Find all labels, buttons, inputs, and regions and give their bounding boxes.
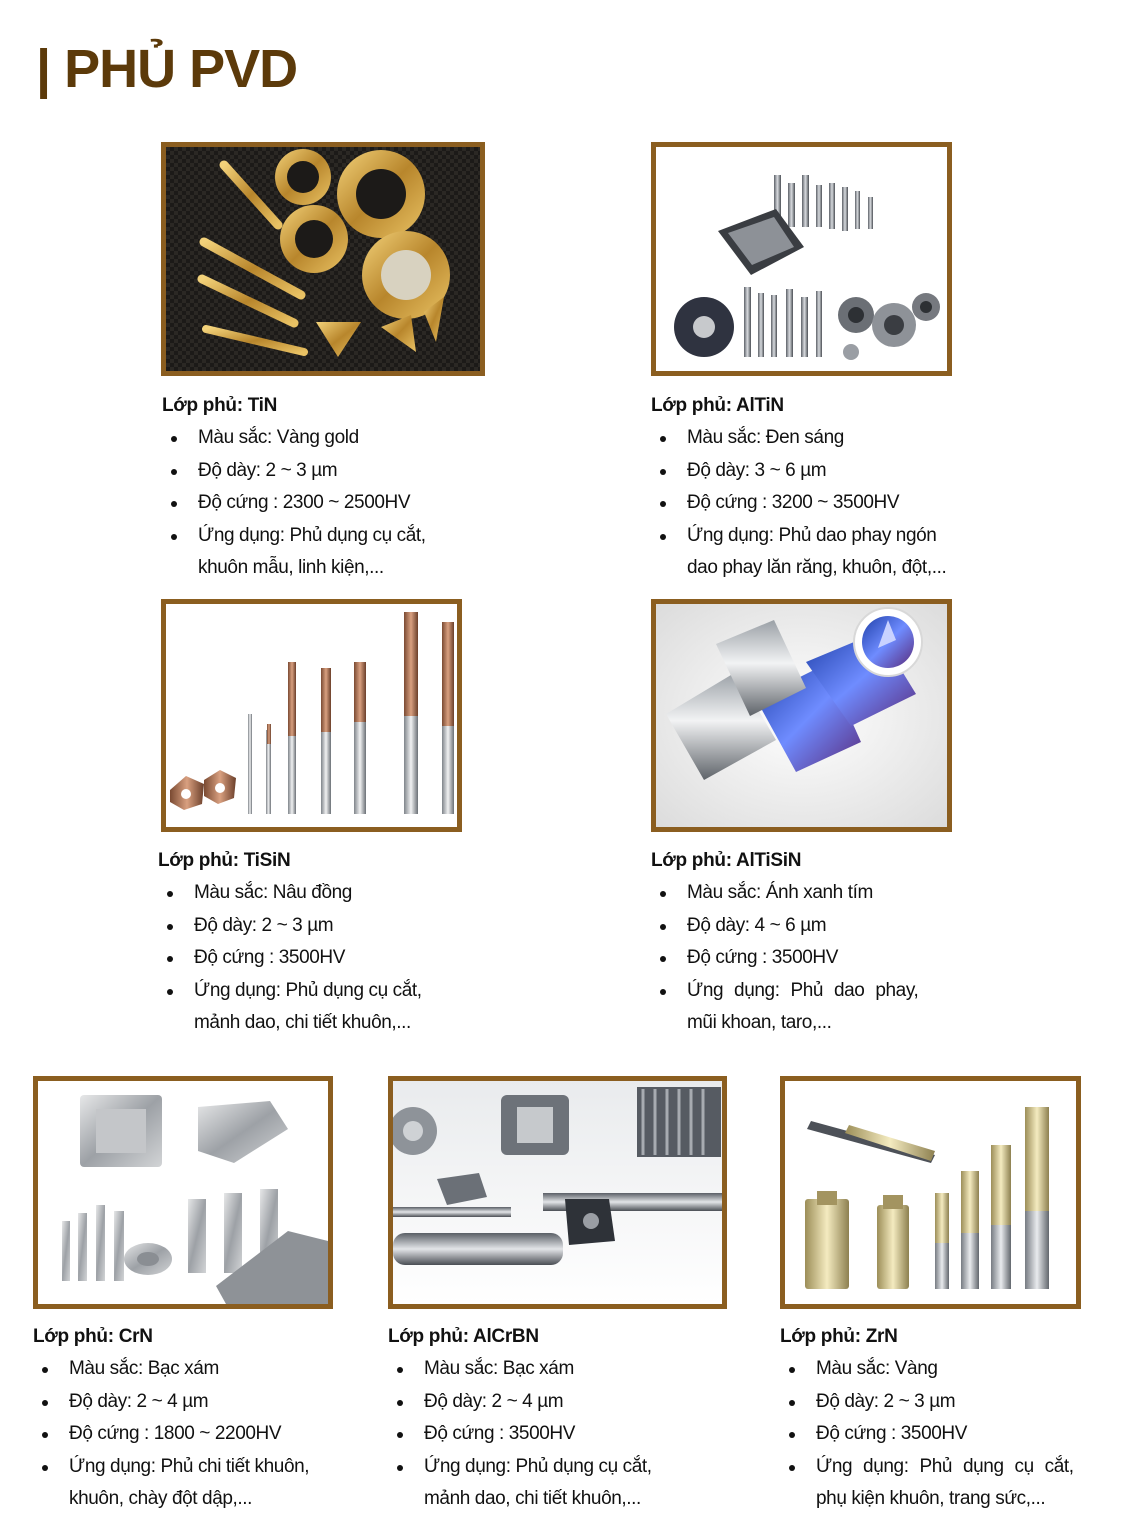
list-item: Độ dày: 2 ~ 3 µm: [158, 910, 422, 943]
zrn-title: Lớp phủ: ZrN: [780, 1326, 898, 1347]
alcrbn-title: Lớp phủ: AlCrBN: [388, 1326, 539, 1347]
zrn-image: [780, 1076, 1081, 1309]
tisin-specs: [158, 877, 422, 1040]
alcrbn-image: [388, 1076, 727, 1309]
list-item: Độ dày: 2 ~ 4 µm: [33, 1386, 309, 1419]
list-item: Độ cứng : 2300 ~ 2500HV: [162, 487, 426, 520]
list-item: Độ cứng : 3500HV: [158, 942, 422, 975]
altin-title: Lớp phủ: AlTiN: [651, 395, 784, 416]
list-item: Màu sắc: Đen sáng: [651, 422, 946, 455]
zrn-specs: [780, 1353, 1074, 1516]
list-item: Độ cứng : 3500HV: [651, 942, 918, 975]
altin-image: [651, 142, 952, 376]
crn-title: Lớp phủ: CrN: [33, 1326, 153, 1347]
list-item: Màu sắc: Bạc xám: [33, 1353, 309, 1386]
list-item: Màu sắc: Vàng: [780, 1353, 1074, 1386]
list-item: Độ dày: 2 ~ 3 µm: [162, 455, 426, 488]
list-item: Độ cứng : 3500HV: [780, 1418, 1074, 1451]
altin-specs: [651, 422, 946, 585]
list-item: Màu sắc: Ánh xanh tím: [651, 877, 918, 910]
tisin-image: [161, 599, 462, 832]
altisin-title: Lớp phủ: AlTiSiN: [651, 850, 802, 871]
list-item: Ứng dụng: Phủ dao phay ngón dao phay lăn răng, khuôn, đột,...: [651, 520, 946, 585]
list-item: Độ cứng : 3200 ~ 3500HV: [651, 487, 946, 520]
list-item: Độ dày: 2 ~ 4 µm: [388, 1386, 652, 1419]
crn-image: [33, 1076, 333, 1309]
list-item: Màu sắc: Nâu đồng: [158, 877, 422, 910]
list-item: Độ dày: 2 ~ 3 µm: [780, 1386, 1074, 1419]
alcrbn-specs: [388, 1353, 652, 1516]
page-title: | PHỦ PVD: [36, 39, 298, 99]
altisin-specs: [651, 877, 918, 1040]
list-item: Ứng dụng: Phủ dụng cụ cắt, mảnh dao, chi tiết khuôn,...: [158, 975, 422, 1040]
list-item: Ứng dụng: Phủ dụng cụ cắt, mảnh dao, chi tiết khuôn,...: [388, 1451, 652, 1516]
tin-specs: [162, 422, 426, 585]
list-item: Ứng dụng: Phủ chi tiết khuôn, khuôn, chày đột dập,...: [33, 1451, 309, 1516]
list-item: Ứng dụng: Phủ dụng cụ cắt, phụ kiện khuôn, trang sức,...: [780, 1451, 1074, 1516]
list-item: Độ cứng : 1800 ~ 2200HV: [33, 1418, 309, 1451]
list-item: Độ cứng : 3500HV: [388, 1418, 652, 1451]
list-item: Màu sắc: Bạc xám: [388, 1353, 652, 1386]
tisin-title: Lớp phủ: TiSiN: [158, 850, 291, 871]
list-item: Ứng dụng: Phủ dao phay, mũi khoan, taro,...: [651, 975, 918, 1040]
tin-image: [161, 142, 485, 376]
list-item: Độ dày: 3 ~ 6 µm: [651, 455, 946, 488]
crn-specs: [33, 1353, 309, 1516]
list-item: Màu sắc: Vàng gold: [162, 422, 426, 455]
list-item: Ứng dụng: Phủ dụng cụ cắt, khuôn mẫu, linh kiện,...: [162, 520, 426, 585]
tin-title: Lớp phủ: TiN: [162, 395, 278, 416]
list-item: Độ dày: 4 ~ 6 µm: [651, 910, 918, 943]
altisin-image: [651, 599, 952, 832]
